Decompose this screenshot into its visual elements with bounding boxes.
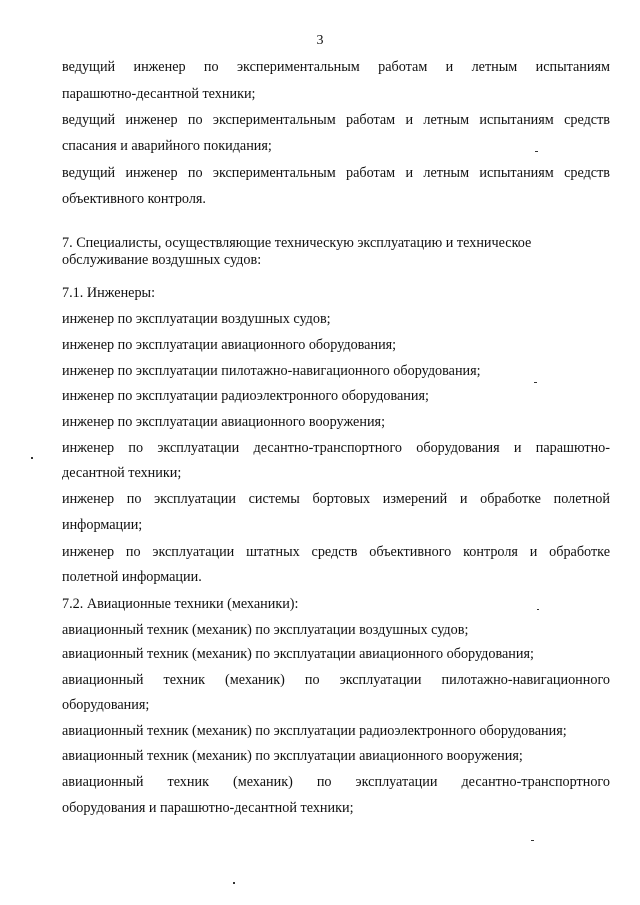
- list-item: оборудования и парашютно-десантной техники;: [62, 800, 354, 816]
- text-line: ведущий инженер по экспериментальным работам и летным испытаниям средств: [62, 112, 610, 128]
- text-line: парашютно-десантной техники;: [62, 86, 256, 102]
- scan-speck: [233, 882, 235, 884]
- list-item: авиационный техник (механик) по эксплуатации воздушных судов;: [62, 622, 469, 638]
- scan-speck: [535, 151, 538, 152]
- list-item: полетной информации.: [62, 569, 202, 585]
- list-item: инженер по эксплуатации пилотажно-навигационного оборудования;: [62, 363, 481, 379]
- list-item: оборудования;: [62, 697, 150, 713]
- list-item: инженер по эксплуатации штатных средств объективного контроля и обработке: [62, 544, 610, 560]
- section-heading: обслуживание воздушных судов:: [62, 252, 262, 268]
- list-item: информации;: [62, 517, 143, 533]
- list-item: авиационный техник (механик) по эксплуатации пилотажно-навигационного: [62, 672, 610, 688]
- list-item: инженер по эксплуатации авиационного оборудования;: [62, 337, 397, 353]
- list-item: десантной техники;: [62, 465, 182, 481]
- list-item: авиационный техник (механик) по эксплуатации авиационного оборудования;: [62, 646, 534, 662]
- list-item: инженер по эксплуатации десантно-транспортного оборудования и парашютно-: [62, 440, 610, 456]
- list-item: инженер по эксплуатации авиационного вооружения;: [62, 414, 386, 430]
- page-number: 3: [316, 33, 324, 48]
- subsection-heading: 7.2. Авиационные техники (механики):: [62, 596, 299, 612]
- text-line: спасания и аварийного покидания;: [62, 138, 272, 154]
- list-item: инженер по эксплуатации воздушных судов;: [62, 311, 331, 327]
- list-item: авиационный техник (механик) по эксплуатации радиоэлектронного оборудования;: [62, 723, 567, 739]
- list-item: инженер по эксплуатации системы бортовых измерений и обработке полетной: [62, 491, 610, 507]
- scan-speck: [537, 609, 539, 610]
- section-heading: 7. Специалисты, осуществляющие техническую эксплуатацию и техническое: [62, 235, 532, 251]
- scan-speck: [531, 840, 534, 841]
- list-item: авиационный техник (механик) по эксплуатации авиационного вооружения;: [62, 748, 523, 764]
- text-line: ведущий инженер по экспериментальным работам и летным испытаниям средств: [62, 165, 610, 181]
- subsection-heading: 7.1. Инженеры:: [62, 285, 156, 301]
- scan-speck: [31, 457, 33, 459]
- text-line: ведущий инженер по экспериментальным работам и летным испытаниям: [62, 59, 610, 75]
- list-item: инженер по эксплуатации радиоэлектронного оборудования;: [62, 388, 429, 404]
- scan-speck: [534, 382, 537, 383]
- text-line: объективного контроля.: [62, 191, 206, 207]
- list-item: авиационный техник (механик) по эксплуатации десантно-транспортного: [62, 774, 610, 790]
